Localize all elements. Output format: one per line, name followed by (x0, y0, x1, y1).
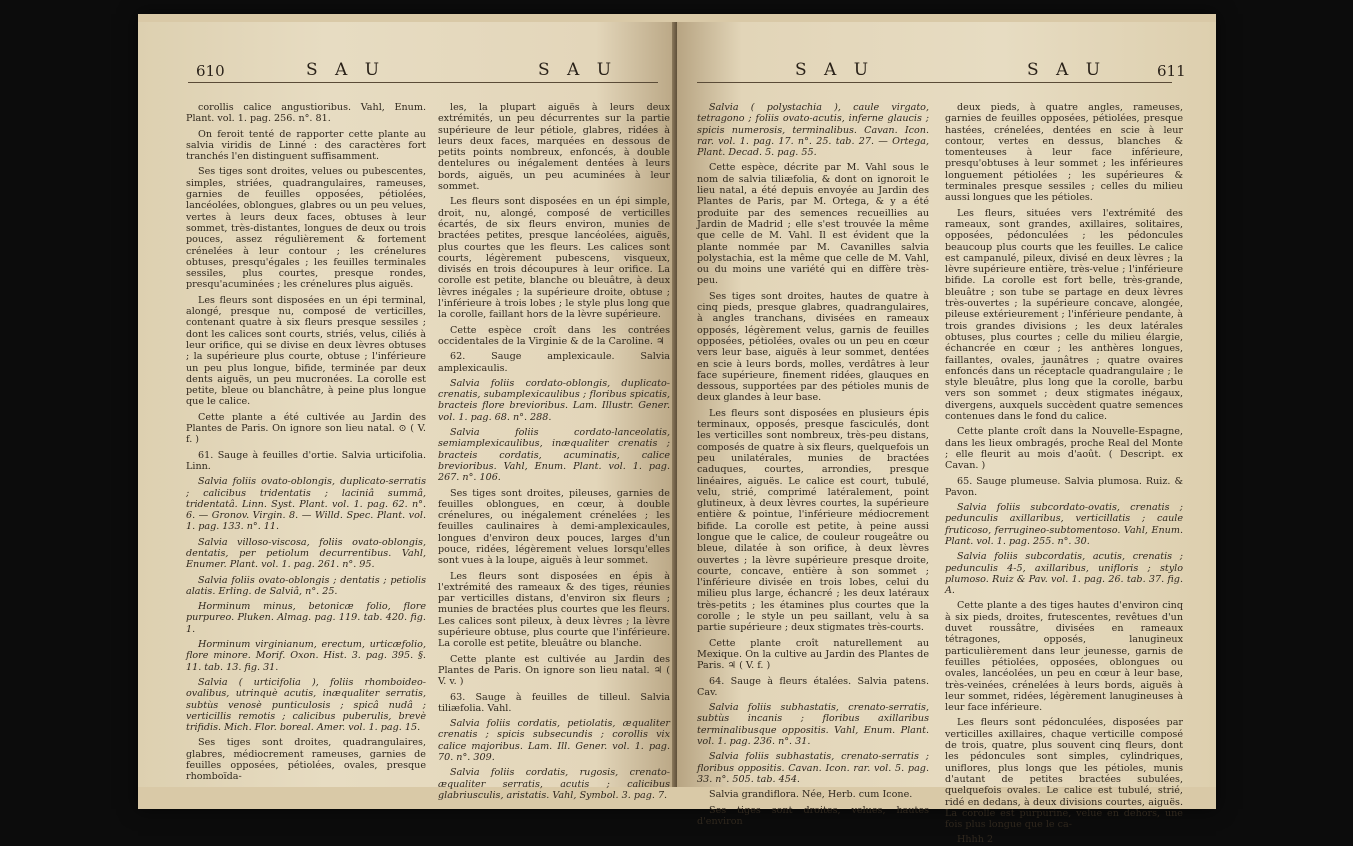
paragraph: Salvia foliis cordatis, rugosis, crenato-æqualiter serratis, acutis ; calicibus glabriusculis, aristatis. Vahl, Symbol. 3. pag. 7. (438, 767, 670, 801)
header-rule-left (188, 82, 658, 83)
running-head-right-col2: S A U (1027, 60, 1107, 80)
paragraph: 65. Sauge plumeuse. Salvia plumosa. Ruiz. & Pavon. (945, 475, 1183, 498)
paragraph: Horminum virginianum, erectum, urticæfolio, flore minore. Morif. Oxon. Hist. 3. pag. 395. §. 11. tab. 13. fig. 31. (186, 639, 426, 673)
paragraph: Les fleurs sont disposées en épis à l'extrémité des rameaux & des tiges, réunies par verticilles distans, d'environ six fleurs ; munies de bractées plus courtes que les fleurs. Les calices sont pileux, à deux lèvres ; la lèvre supérieure obtuse, plus courte que l'inférieure. La corolle est petite, bleuâtre ou blanche. (438, 570, 670, 650)
paragraph: Salvia foliis ovato-oblongis, duplicato-serratis ; calicibus tridentatis ; laciniâ summâ, tridentatâ. Linn. Syst. Plant. vol. 1. pag. 62. n°. 6. — Gronov. Virgin. 8. — Willd. Spec. Plant. vol. 1. pag. 133. n°. 11. (186, 476, 426, 533)
right-column-2 (945, 102, 1183, 846)
paragraph: Salvia villoso-viscosa, foliis ovato-oblongis, dentatis, per petiolum decurrentibus. Vahl, Enumer. Plant. vol. 1. pag. 261. n°. 95. (186, 536, 426, 571)
running-head-left-col1: S A U (306, 60, 386, 80)
paragraph: 61. Sauge à feuilles d'ortie. Salvia urticifolia. Linn. (186, 449, 426, 472)
header-rule-right (697, 82, 1172, 83)
paragraph: Les fleurs, situées vers l'extrémité des rameaux, sont grandes, axillaires, solitaires, opposées, pédonculées ; les pédoncules beaucoup plus courts que les feuilles. Le calice est campanulé, pileux, divisé en deux lèvres ; la lèvre supérieure entière, très-velue ; l'inférieure bifide. La corolle est fort belle, très-grande, bleuâtre ; son tube se partage en deux lèvres très-ouvertes ; la supérieure concave, alongée, pileuse extérieurement ; l'inférieure pendante, à trois grandes divisions ; les deux latérales obtuses, plus courtes ; celle du milieu élargie, échancrée en cœur ; les anthères longues, faillantes, ovales, jaunâtres ; quatre ovaires enfoncés dans un réceptacle quadrangulaire ; le style bleuâtre, plus long que la corolle, barbu vers son sommet ; deux stigmates inégaux, divergens, auxquels succèdent quatre semences contenues dans le fond du calice. (945, 207, 1183, 423)
paragraph: Salvia foliis ovato-oblongis ; dentatis ; petiolis alatis. Erling. de Salviâ, n°. 25. (186, 574, 426, 597)
paragraph: Salvia foliis subcordato-ovatis, crenatis ; pedunculis axillaribus, verticillatis ; caule fruticoso, ferrugineo-subtomentoso. Vahl, Enum. Plant. vol. 1. pag. 255. n°. 30. (945, 502, 1183, 547)
paragraph: Salvia foliis subcordatis, acutis, crenatis ; pedunculis 4-5, axillaribus, unifloris ; stylo plumoso. Ruiz & Pav. vol. 1. pag. 26. tab. 37. fig. A. (945, 551, 1183, 597)
paragraph: Horminum minus, betonicæ folio, flore purpureo. Pluken. Almag. pag. 119. tab. 420. fig. 1. (186, 601, 426, 635)
running-head-right-col1: S A U (795, 60, 875, 80)
paragraph: Cette plante est cultivée au Jardin des Plantes de Paris. On ignore son lieu natal. ♃ ( V. v. ) (438, 653, 670, 688)
paragraph: Les fleurs sont pédonculées, disposées par verticilles axillaires, chaque verticille composé de trois, quatre, plus souvent cinq fleurs, dont les pédoncules sont simples, cylindriques, uniflores, plus longs que les pétioles, munis d'autant de petites bractées subulées, quelquefois ovales. Le calice est tubulé, strié, ridé en dedans, à deux divisions courtes, aiguës. La corolle est purpurine, velue en dehors, une fois plus longue que le ca- (945, 717, 1183, 831)
page-number-right: 611 (1157, 62, 1186, 80)
left-column-2 (438, 102, 670, 801)
paragraph: Salvia foliis subhastatis, crenato-serratis ; floribus oppositis. Cavan. Icon. rar. vol. 5. pag. 33. n°. 505. tab. 454. (697, 751, 929, 785)
paragraph: On feroit tenté de rapporter cette plante au salvia viridis de Linné : des caractères fort tranchés l'en distinguent suffisamment. (186, 128, 426, 163)
paragraph: Ses tiges sont droites, velues ou pubescentes, simples, striées, quadrangulaires, rameuses, garnies de feuilles opposées, pétiolées, lancéolées, oblongues, glabres ou un peu velues, vertes à leurs deux faces, obtuses à leur sommet, très-distantes, longues de deux ou trois pouces, assez régulièrement & fortement crénelées à leur contour ; les crénelures obtuses, presqu'égales ; les feuilles terminales sessiles, plus courtes, presque rondes, presqu'acuminées ; les crénelures plus aiguës. (186, 166, 426, 291)
paragraph: Ses tiges sont droites, pileuses, garnies de feuilles oblongues, en cœur, à double crénelures, ou inégalement crénelées ; les feuilles caulinaires à demi-amplexicaules, longues d'environ deux pouces, larges d'un pouce, ridées, légèrement velues lorsqu'elles sont vues à la loupe, aiguës à leur sommet. (438, 487, 670, 567)
paragraph: Salvia grandiflora. Née, Herb. cum Icone. (709, 789, 913, 801)
paragraph: Les fleurs sont disposées en un épi terminal, alongé, presque nu, composé de verticilles, contenant quatre à six fleurs presque sessiles ; dont les calices sont courts, striés, velus, ciliés à leur orifice, qui se divise en deux lèvres obtuses ; la supérieure plus courte, obtuse ; l'inférieure un peu plus longue, bifide, terminée par deux dents aiguës, un peu mucronées. La corolle est petite, bleue ou blanchâtre, à peine plus longue que le calice. (186, 294, 426, 408)
paragraph: Salvia foliis cordato-lanceolatis, semiamplexicaulibus, inæqualiter crenatis ; bracteis cordatis, acuminatis, calice brevioribus. Vahl, Enum. Plant. vol. 1. pag. 267. n°. 106. (438, 427, 670, 484)
paragraph: les, la plupart aiguës à leurs deux extrémités, un peu décurrentes sur la partie supérieure de leur pétiole, glabres, ridées à leurs deux faces, marquées en dessous de petits points nombreux, enfoncés, à double dentelures ou inégalement dentées à leurs bords, aiguës, un peu acuminées à leur sommet. (438, 102, 670, 193)
right-page (677, 22, 1216, 846)
paragraph: Salvia foliis cordato-oblongis, duplicato-crenatis, subamplexicaulibus ; floribus spicatis, bracteis flore brevioribus. Lam. Illustr. Gener. vol. 1. pag. 68. n°. 288. (438, 377, 670, 423)
paragraph: Les fleurs sont disposées en plusieurs épis terminaux, opposés, presque fasciculés, dont les verticilles sont nombreux, très-peu distans, composés de quatre à six fleurs, quelquefois un peu unilatérales, munies de bractées caduques, courtes, arrondies, presque linéaires, aiguës. Le calice est court, tubulé, velu, strié, comprimé latéralement, point glutineux, à deux lèvres courtes, la supérieure entière & pointue, l'inférieure médiocrement bifide. La corolle est petite, à peine aussi longue que le calice, de couleur rougeâtre ou bleue, dilatée à son orifice, à deux lèvres ouvertes ; la lèvre supérieure presque droite, courte, concave, entière à son sommet ; l'inférieure divisée en trois lobes, celui du milieu plus large, échancré ; les deux latéraux très-petits ; les étamines plus courtes que la corolle ; le style un peu saillant, velu à sa partie supérieure ; deux stigmates très-courts. (697, 407, 929, 634)
paragraph: Ses tiges sont droites, hautes de quatre à cinq pieds, presque glabres, quadrangulaires, à angles tranchans, divisées en rameaux opposés, légèrement velus, garnis de feuilles opposées, pétiolées, ovales ou un peu en cœur vers leur base, aiguës à leur sommet, dentées en scie à leurs bords, molles, verdâtres à leur face supérieure, finement ridées, glauques en dessous, supportées par des pétioles munis de deux glandes à leur base. (697, 290, 929, 404)
paragraph: Hhhh 2 (957, 834, 994, 846)
left-column-1 (186, 102, 426, 797)
paragraph: 63. Sauge à feuilles de tilleul. Salvia tiliæfolia. Vahl. (438, 691, 670, 714)
paragraph: Salvia ( urticifolia ), foliis rhomboideo-ovalibus, utrinquè acutis, inæqualiter serratis, subtùs venosè punticulosis ; spicâ nudâ ; verticillis remotis ; calicibus puberulis, brevè trifidis. Mich. Flor. boreal. Amer. vol. 1. pag. 15. (186, 676, 426, 734)
running-head-left-col2: S A U (538, 60, 618, 80)
paragraph: deux pieds, à quatre angles, rameuses, garnies de feuilles opposées, pétiolées, presque hastées, crénelées, dentées en scie à leur contour, vertes en dessus, blanches & tomenteuses à leur face inférieure, presqu'obtuses à leur sommet ; les inférieures longuement pétiolées ; les supérieures & terminales presque sessiles ; celles du milieu aussi longues que les pétioles. (945, 102, 1183, 204)
paragraph: Salvia foliis subhastatis, crenato-serratis, subtùs incanis ; floribus axillaribus terminalibusque oppositis. Vahl, Enum. Plant. vol. 1. pag. 236. n°. 31. (697, 702, 929, 748)
paragraph: Salvia ( polystachia ), caule virgato, tetragono ; foliis ovato-acutis, inferne glaucis ; spicis numerosis, terminalibus. Cavan. Icon. rar. vol. 1. pag. 17. n°. 25. tab. 27. — Ortega, Plant. Decad. 5. pag. 55. (697, 102, 929, 159)
paragraph: Ses tiges sont droites, quadrangulaires, glabres, médiocrement rameuses, garnies de feuilles opposées, pétiolées, ovales, presque rhomboïda- (186, 737, 426, 783)
page-number-left: 610 (196, 62, 225, 80)
paragraph: 62. Sauge amplexicaule. Salvia amplexicaulis. (438, 351, 670, 374)
paragraph: Cette plante a été cultivée au Jardin des Plantes de Paris. On ignore son lieu natal. ⊙ ( V. f. ) (186, 411, 426, 446)
paragraph: Cette espèce, décrite par M. Vahl sous le nom de salvia tiliæfolia, & dont on ignoroit le lieu natal, a été depuis envoyée au Jardin des Plantes de Paris, par M. Ortega, & y a été produite par des semences recueillies au Jardin de Madrid ; elle s'est trouvée la même que celle de M. Vahl. Il est évident que la plante nommée par M. Cavanilles salvia polystachia, est la même que celle de M. Vahl, ou du moins une variété qui en diffère très-peu. (697, 162, 929, 287)
paragraph: Salvia foliis cordatis, petiolatis, æqualiter crenatis ; spicis subsecundis ; corollis vix calice majoribus. Lam. Ill. Gener. vol. 1. pag. 70. n°. 309. (438, 718, 670, 764)
paragraph: Ses tiges sont droites, velues, hautes d'environ (697, 804, 929, 827)
paragraph: 64. Sauge à fleurs étalées. Salvia patens. Cav. (697, 675, 929, 698)
paragraph: Cette plante a des tiges hautes d'environ cinq à six pieds, droites, frutescentes, revêtues d'un duvet roussâtre, divisées en rameaux tétragones, opposés, lanugineux particulièrement dans leur jeunesse, garnis de feuilles pétiolées, opposées, oblongues ou ovales, lancéolées, un peu en cœur à leur base, très-veinées, crénelées à leurs bords, aiguës à leur sommet, ridées, légèrement lanugineuses à leur face inférieure. (945, 600, 1183, 714)
left-page (138, 22, 677, 801)
paragraph: Cette plante croît naturellement au Mexique. On la cultive au Jardin des Plantes de Paris. ♃ ( V. f. ) (697, 637, 929, 672)
right-column-1 (697, 102, 929, 827)
paragraph: corollis calice angustioribus. Vahl, Enum. Plant. vol. 1. pag. 256. n°. 81. (186, 102, 426, 125)
paragraph: Les fleurs sont disposées en un épi simple, droit, nu, alongé, composé de verticilles écartés, de six fleurs environ, munies de bractées petites, presque lancéolées, aiguës, plus courtes que les fleurs. Les calices sont courts, légèrement pubescens, visqueux, divisés en trois découpures à leur orifice. La corolle est petite, blanche ou bleuâtre, à deux lèvres inégales ; la supérieure droite, obtuse ; l'inférieure à trois lobes ; le style plus long que la corolle, faillant hors de la lèvre supérieure. (438, 196, 670, 321)
paragraph: Cette espèce croît dans les contrées occidentales de la Virginie & de la Caroline. ♃ (438, 324, 670, 347)
paragraph: Cette plante croît dans la Nouvelle-Espagne, dans les lieux ombragés, proche Real del Monte ; elle fleurit au mois d'août. ( Descript. ex Cavan. ) (945, 426, 1183, 472)
